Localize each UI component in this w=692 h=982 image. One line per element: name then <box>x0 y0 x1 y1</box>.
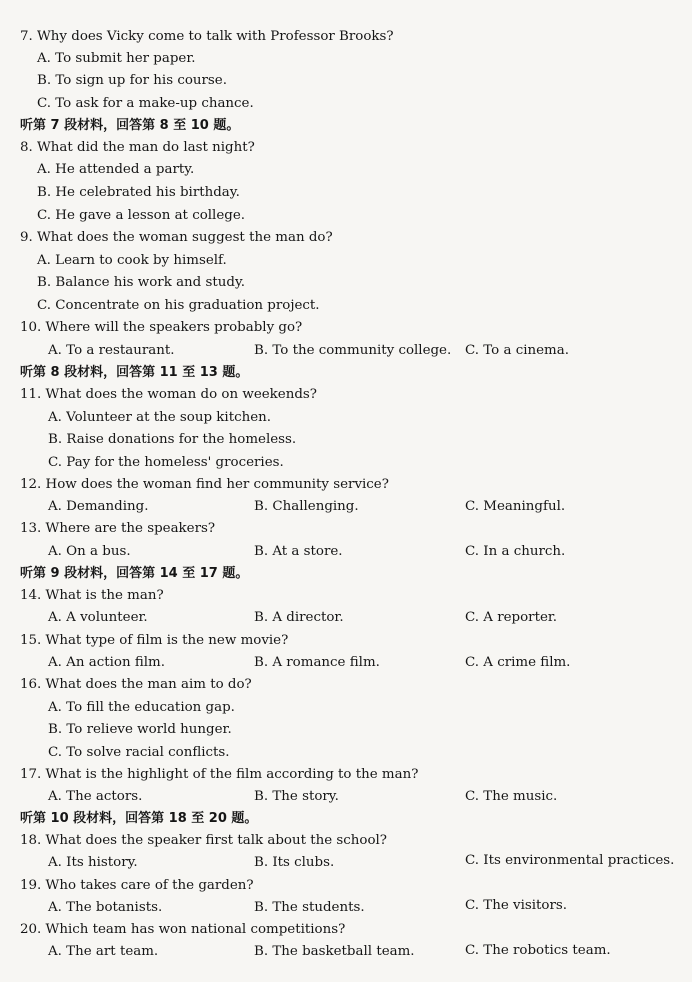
question-15-option-c: C. A crime film. <box>465 655 571 670</box>
question-7-stem: 7. Why does Vicky come to talk with Professor Brooks? <box>20 29 394 44</box>
section-10-heading: 听第 10 段材料，回答第 18 至 20 题。 <box>20 811 258 826</box>
question-11-option-b: B. Raise donations for the homeless. <box>48 432 297 447</box>
question-9-option-a: A. Learn to cook by himself. <box>37 253 227 268</box>
question-18-stem: 18. What does the speaker first talk about the school? <box>20 833 387 848</box>
question-11-stem: 11. What does the woman do on weekends? <box>20 387 317 402</box>
section-7-heading: 听第 7 段材料，回答第 8 至 10 题。 <box>20 118 240 133</box>
question-9-stem: 9. What does the woman suggest the man do? <box>20 230 333 245</box>
question-16-option-b: B. To relieve world hunger. <box>48 722 232 737</box>
question-20-stem: 20. Which team has won national competitions? <box>20 922 346 937</box>
question-7-option-b: B. To sign up for his course. <box>37 73 227 88</box>
question-9-option-c: C. Concentrate on his graduation project. <box>37 298 320 313</box>
question-12-option-a: A. Demanding. <box>48 499 149 514</box>
question-14-option-b: B. A director. <box>254 610 344 625</box>
question-15-stem: 15. What type of film is the new movie? <box>20 633 289 648</box>
question-8-option-c: C. He gave a lesson at college. <box>37 208 245 223</box>
section-9-heading: 听第 9 段材料，回答第 14 至 17 题。 <box>20 566 249 581</box>
question-18-option-b: B. Its clubs. <box>254 855 335 870</box>
question-12-option-b: B. Challenging. <box>254 499 359 514</box>
question-11-option-c: C. Pay for the homeless' groceries. <box>48 455 284 470</box>
question-14-stem: 14. What is the man? <box>20 588 164 603</box>
question-12-stem: 12. How does the woman find her community service? <box>20 477 389 492</box>
question-19-option-b: B. The students. <box>254 900 365 915</box>
question-12-option-c: C. Meaningful. <box>465 499 566 514</box>
question-10-stem: 10. Where will the speakers probably go? <box>20 320 303 335</box>
question-11-option-a: A. Volunteer at the soup kitchen. <box>48 410 272 425</box>
question-8-option-a: A. He attended a party. <box>37 162 195 177</box>
question-7-option-a: A. To submit her paper. <box>37 51 196 66</box>
question-16-option-a: A. To fill the education gap. <box>48 700 235 715</box>
question-10-option-b: B. To the community college. <box>254 343 452 358</box>
question-8-option-b: B. He celebrated his birthday. <box>37 185 240 200</box>
question-15-option-b: B. A romance film. <box>254 655 380 670</box>
question-13-option-c: C. In a church. <box>465 544 566 559</box>
question-18-option-c: C. Its environmental practices. <box>465 853 675 868</box>
question-19-option-a: A. The botanists. <box>48 900 163 915</box>
section-8-heading: 听第 8 段材料，回答第 11 至 13 题。 <box>20 365 249 380</box>
question-10-option-a: A. To a restaurant. <box>48 343 175 358</box>
question-18-option-a: A. Its history. <box>48 855 138 870</box>
question-15-option-a: A. An action film. <box>48 655 165 670</box>
question-16-stem: 16. What does the man aim to do? <box>20 677 252 692</box>
question-20-option-a: A. The art team. <box>48 944 159 959</box>
question-13-option-b: B. At a store. <box>254 544 343 559</box>
question-17-option-c: C. The music. <box>465 789 558 804</box>
question-14-option-c: C. A reporter. <box>465 610 558 625</box>
question-17-option-b: B. The story. <box>254 789 339 804</box>
question-8-stem: 8. What did the man do last night? <box>20 140 255 155</box>
question-14-option-a: A. A volunteer. <box>48 610 148 625</box>
question-19-stem: 19. Who takes care of the garden? <box>20 878 254 893</box>
question-10-option-c: C. To a cinema. <box>465 343 569 358</box>
question-16-option-c: C. To solve racial conflicts. <box>48 745 230 760</box>
question-7-option-c: C. To ask for a make-up chance. <box>37 96 254 111</box>
question-17-stem: 17. What is the highlight of the film according to the man? <box>20 767 419 782</box>
question-20-option-b: B. The basketball team. <box>254 944 415 959</box>
question-19-option-c: C. The visitors. <box>465 898 567 913</box>
question-17-option-a: A. The actors. <box>48 789 143 804</box>
question-20-option-c: C. The robotics team. <box>465 943 611 958</box>
question-13-option-a: A. On a bus. <box>48 544 131 559</box>
question-13-stem: 13. Where are the speakers? <box>20 521 216 536</box>
question-9-option-b: B. Balance his work and study. <box>37 275 246 290</box>
